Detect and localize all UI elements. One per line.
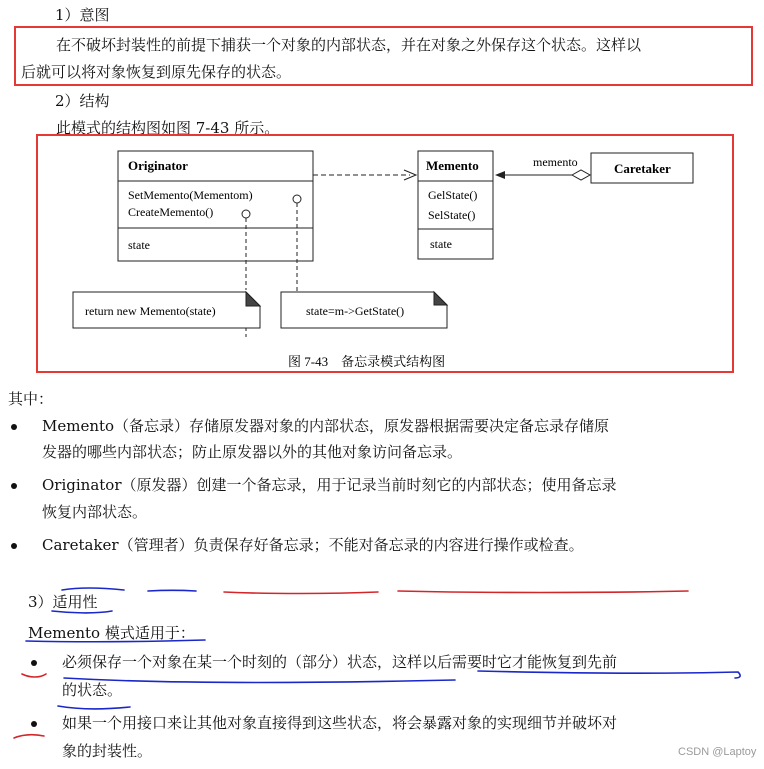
ink-stroke-red xyxy=(14,735,44,738)
participant-caretaker-line-1: Caretaker（管理者）负责保存好备忘录；不能对备忘录的内容进行操作或检查。 xyxy=(42,536,584,554)
intent-line-1: 在不破坏封装性的前提下捕获一个对象的内部状态，并在对象之外保存这个状态。这样以 xyxy=(56,36,642,54)
originator-method-create: CreateMemento() xyxy=(128,205,214,219)
intent-line-2: 后就可以将对象恢复到原先保存的状态。 xyxy=(21,63,292,81)
originator-attr: state xyxy=(128,238,150,252)
ink-stroke-blue xyxy=(64,678,455,682)
bullet-dot xyxy=(11,424,17,430)
applicability-item-2-line-2: 象的封装性。 xyxy=(62,742,153,760)
applicability-item-2-line-1: 如果一个用接口来让其他对象直接得到这些状态，将会暴露对象的实现细节并破坏对 xyxy=(62,714,618,732)
ink-stroke-blue xyxy=(148,590,196,591)
applicability-item-1-line-1: 必须保存一个对象在某一个时刻的（部分）状态，这样以后需要时它才能恢复到先前 xyxy=(62,653,618,671)
note-create-memento xyxy=(73,292,260,328)
ink-stroke-red xyxy=(224,592,378,594)
ink-stroke-blue xyxy=(478,671,740,678)
ink-stroke-blue xyxy=(26,640,205,642)
caretaker-class xyxy=(591,153,693,183)
note-set-memento xyxy=(281,292,447,328)
ink-stroke-blue xyxy=(52,611,112,613)
ink-annotations xyxy=(0,560,764,769)
aggregation-line xyxy=(495,155,590,180)
bullet-dot xyxy=(11,543,17,549)
memento-class xyxy=(418,151,493,259)
memento-method-get: GelState() xyxy=(428,188,478,202)
ink-stroke-blue xyxy=(62,588,124,590)
applicability-item-1-line-2: 的状态。 xyxy=(62,681,123,699)
memento-attr: state xyxy=(430,237,452,251)
ink-stroke-red xyxy=(398,591,688,593)
caretaker-name: Caretaker xyxy=(614,161,671,176)
intent-heading: 1）意图 xyxy=(55,6,110,24)
participants-intro: 其中： xyxy=(8,390,54,408)
originator-name: Originator xyxy=(128,158,188,173)
participant-memento-line-2: 发器的哪些内部状态；防止原发器以外的其他对象访问备忘录。 xyxy=(42,443,463,461)
participant-originator-line-2: 恢复内部状态。 xyxy=(42,503,148,521)
note-create-text: return new Memento(state) xyxy=(85,304,216,318)
watermark: CSDN @Laptoy xyxy=(678,746,757,758)
participant-originator-line-1: Originator（原发器）创建一个备忘录，用于记录当前时刻它的内部状态；使用备忘录 xyxy=(42,476,617,494)
participant-memento-line-1: Memento（备忘录）存储原发器对象的内部状态，原发器根据需要决定备忘录存储原 xyxy=(42,417,610,435)
structure-heading: 2）结构 xyxy=(55,92,110,110)
applicability-heading: 3）适用性 xyxy=(28,593,98,611)
applicability-intro: Memento 模式适用于： xyxy=(28,624,195,642)
ink-stroke-blue xyxy=(58,706,130,709)
originator-method-set: SetMemento(Mementom) xyxy=(128,188,253,202)
memento-name: Memento xyxy=(426,158,479,173)
association-label: memento xyxy=(533,155,578,169)
bullet-dot xyxy=(11,483,17,489)
memento-method-set: SelState() xyxy=(428,208,476,222)
ink-stroke-red xyxy=(22,674,46,677)
diagram-caption: 图 7-43 备忘录模式结构图 xyxy=(288,354,446,369)
originator-class xyxy=(118,151,313,261)
note-set-text: state=m->GetState() xyxy=(306,304,405,318)
structure-text: 此模式的结构图如图 7-43 所示。 xyxy=(56,119,280,137)
dependency-arrow xyxy=(313,170,416,180)
